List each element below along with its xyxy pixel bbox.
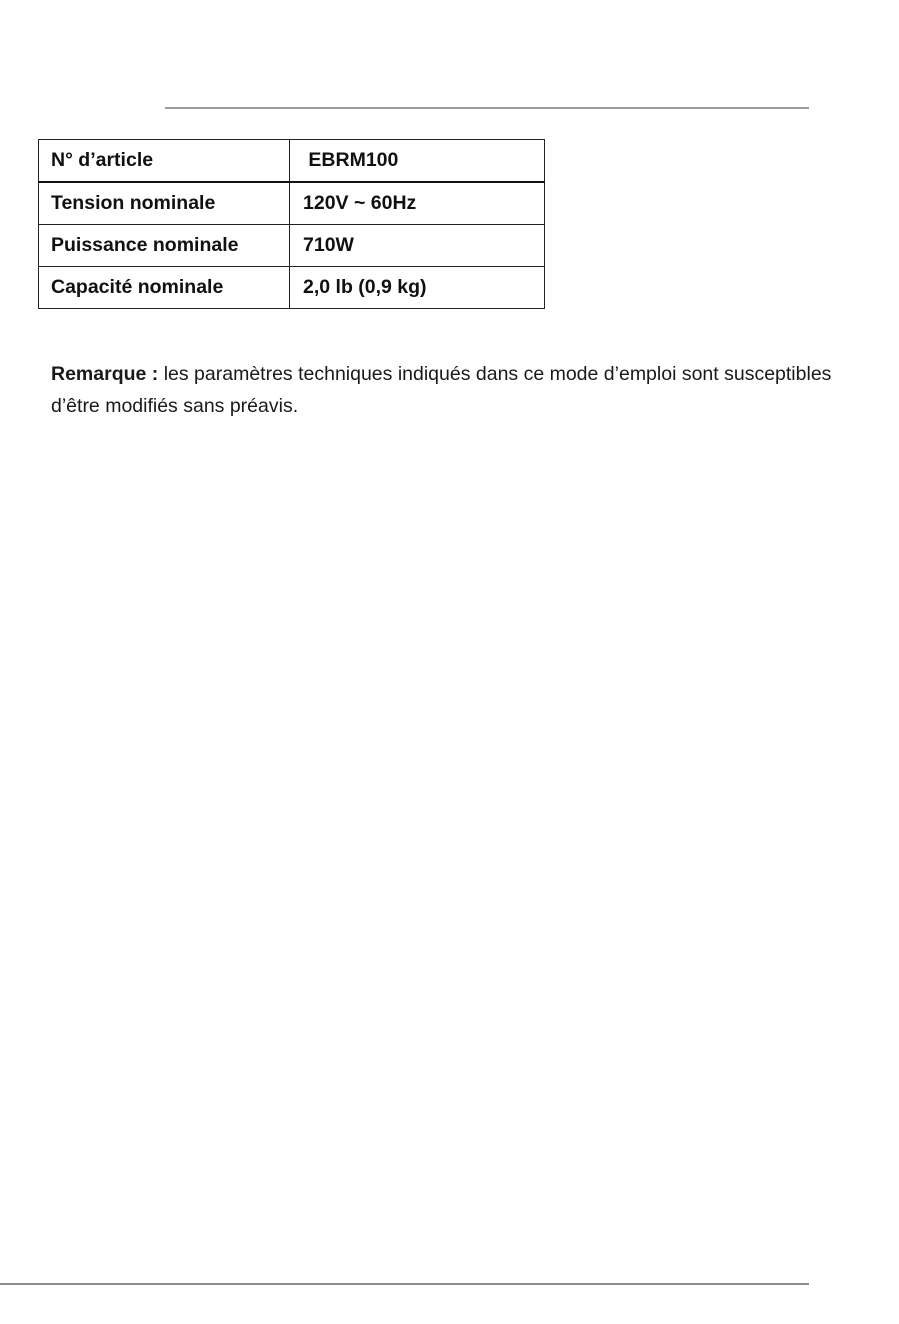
note-label: Remarque : bbox=[51, 362, 159, 385]
spec-label-article-number: N° d’article bbox=[39, 140, 290, 183]
table-row bbox=[39, 225, 545, 267]
header-divider bbox=[165, 107, 809, 109]
note-paragraph bbox=[51, 358, 851, 422]
table-row bbox=[39, 140, 545, 183]
note-text: les paramètres techniques indiqués dans ce mode d’emploi sont susceptibles d’être modifiés sans préavis. bbox=[51, 362, 832, 417]
spec-value-article-number: EBRM100 bbox=[290, 140, 545, 183]
table-row bbox=[39, 267, 545, 309]
specifications-table bbox=[38, 139, 545, 309]
table-row bbox=[39, 182, 545, 225]
spec-label-rated-voltage: Tension nominale bbox=[39, 182, 290, 225]
spec-value-rated-power: 710W bbox=[290, 225, 545, 267]
footer-divider bbox=[0, 1283, 809, 1285]
spec-label-rated-capacity: Capacité nominale bbox=[39, 267, 290, 309]
spec-value-rated-capacity: 2,0 lb (0,9 kg) bbox=[290, 267, 545, 309]
spec-value-rated-voltage: 120V ~ 60Hz bbox=[290, 182, 545, 225]
spec-label-rated-power: Puissance nominale bbox=[39, 225, 290, 267]
